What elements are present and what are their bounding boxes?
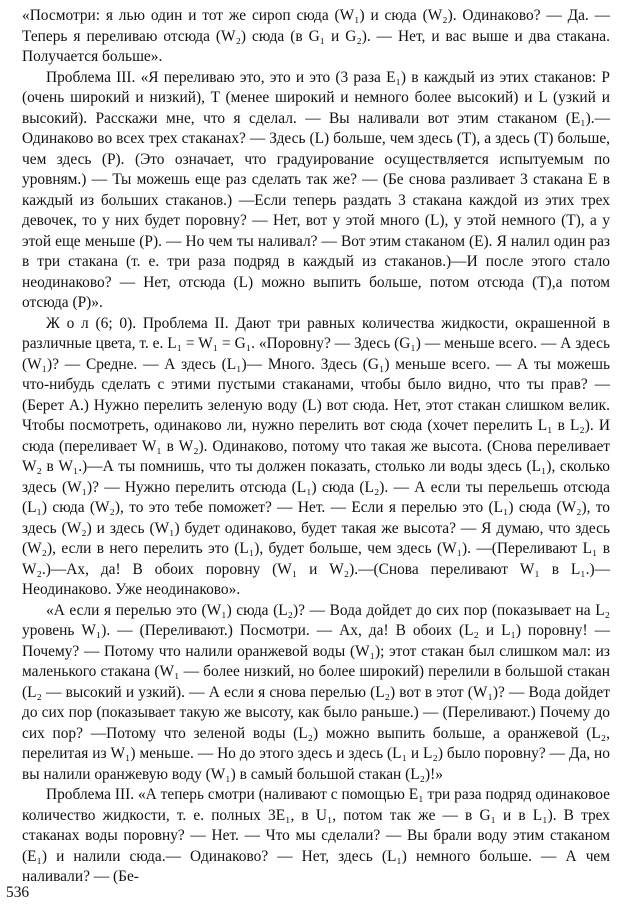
page-text bbox=[22, 6, 610, 888]
paragraph-3: Ж о л (6; 0). Проблема II. Дают три равных количества жидкости, окрашенной в различные цвета, т. е. L₁ = W₁ = G₁. «Поровну? — Здесь (G₁) — меньше всего. — А здесь (W₁)? — Средне. — А здесь (L₁)— Много. Здесь (G₁) меньше всего. — А ты можешь что-нибудь сделать с этими пустыми стаканами, чтобы было видно, что ты прав? — (Берет A.) Нужно перелить зеленую воду (L) вот сюда. Нет, этот стакан слишком велик. Чтобы посмотреть, одинаково ли, нужно перелить вот сюда (хочет перелить L₁ в L₂). И сюда (переливает W₁ в W₂). Одинаково, потому что такая же высота. (Снова переливает W₂ в W₁.)—А ты помнишь, что ты должен показать, столько ли воды здесь (L₁), сколько здесь (W₁)? — Нужно перелить отсюда (L₁) сюда (L₂). — А если ты перельешь отсюда (L₁) сюда (W₂), то это тебе поможет? — Нет. — Если я перелью это (L₁) сюда (W₂), то здесь (W₂) и здесь (W₁) будет одинаково, будет такая же высота? — Я думаю, что здесь (W₂), если в него перелить это (L₁), будет больше, чем здесь (W₁). —(Переливают L₁ в W₂.)—Ах, да! В обоих поровну (W₁ и W₂).—(Снова переливают W₁ в L₁.)—Неодинаково. Уже неодинаково». bbox=[22, 314, 610, 598]
paragraph-4: «А если я перелью это (W₁) сюда (L₂)? — Вода дойдет до сих пор (показывает на L₂ уровень W₁). — (Переливают.) Посмотри. — Ах, да! В обоих (L₂ и L₁) поровну! — Почему? — Потому что налили оранжевой воды (W₁); этот стакан был слишком мал: из маленького стакана (W₁ — более низкий, но более широкий) перелили в большой стакан (L₂ — высокий и узкий). — А если я снова перелью (L₂) вот в этот (W₁)? — Вода дойдет до сих пор (показывает такую же высоту, как было раньше.) — (Переливают.) Почему до сих пор? —Потому что зеленой воды (L₂) можно выпить больше, а оранжевой (L₂, перелитая из W₁) меньше. — Но до этого здесь и здесь (L₁ и L₂) было поровну? — Да, но вы налили оранжевую воду (W₁) в самый большой стакан (L₂)!» bbox=[22, 601, 610, 783]
paragraph-5: Проблема III. «А теперь смотри (наливают с помощью E₁ три раза подряд одинаковое количество жидкости, т. е. полных 3E₁, в U₁, потом так же — в G₁ и в L₁). В трех стаканах воды поровну? — Нет. — Что мы сделали? — Вы брали воду этим стаканом (E₁) и налили сюда.— Одинаково? — Нет, здесь (L₁) немного больше. — А чем наливали? — (Бе- bbox=[22, 786, 610, 885]
paragraph-1: «Посмотри: я лью один и тот же сироп сюда (W₁) и сюда (W₂). Одинаково? — Да. — Теперь я переливаю отсюда (W₂) сюда (в G₁ и G₂). — Нет, и вас выше и два стакана. Получается больше». bbox=[22, 7, 610, 65]
page-number: 536 bbox=[6, 884, 30, 901]
paragraph-2: Проблема III. «Я переливаю это, это и это (3 раза E₁) в каждый из этих стаканов: P (очень широкий и низкий), T (менее широкий и немного более высокий) и L (узкий и высокий). Расскажи мне, что я сделал. — Вы наливали вот этим стаканом (E₁).— Одинаково во всех трех стаканах? — Здесь (L) больше, чем здесь (T), а здесь (T) больше, чем здесь (P). (Это означает, что градуирование осуществляется испытуемым по уровням.) — Ты можешь еще раз сделать так же? — (Бе снова разливает 3 стакана E в каждый из больших стаканов.) —Если теперь раздать 3 стакана каждой из этих трех девочек, то у них будет поровну? — Нет, вот у этой много (L), у этой немного (T), а у этой еще меньше (P). — Но чем ты наливал? — Вот этим стаканом (E). Я налил один раз в три стакана (т. е. три раза подряд в каждый из стаканов.)—И после этого стало неодинаково? — Нет, отсюда (L) можно выпить больше, потом отсюда (T),а потом отсюда (P)». bbox=[22, 68, 610, 311]
